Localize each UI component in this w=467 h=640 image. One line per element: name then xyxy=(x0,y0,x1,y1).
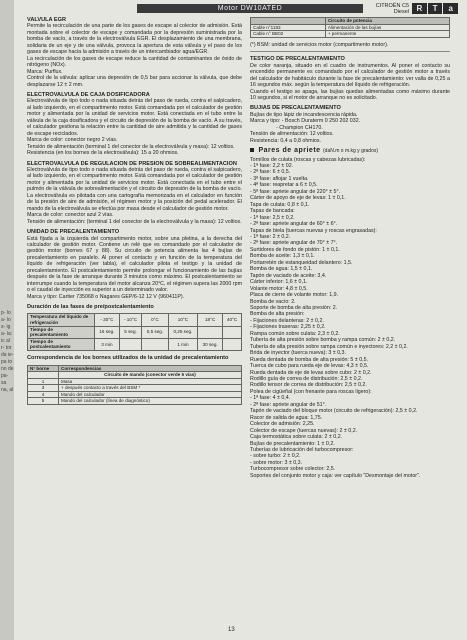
table-cell: - 10°C xyxy=(119,314,141,326)
table-cell: 3 min xyxy=(95,338,120,350)
torque-item: Caja termostática sobre culata: 2 ± 0,2. xyxy=(250,434,343,441)
right-column xyxy=(250,17,450,479)
torque-item: Rueda dentada de bomba de alta presión: 5 ± 0,5. xyxy=(250,356,369,363)
table-header-row xyxy=(28,365,242,372)
torque-item: Placa de cierre de volante motor: 1,9. xyxy=(250,292,339,299)
paragraph: Está fijada a la izquierda del compartimento motor, sobre una pletina, a la derecha del calculador de gestión motor. Contiene un relé que es comandado por el calculador de gestión motor (bornes 67 y 88). Su circuito de potencia alimenta las 4 bujías de precalentamiento en paralelo. Al poner el contacto y en función de la temperatura del líquido de refrigeración (ver tabla), el calculador pilota el testigo y la unidad de precalentamiento. El postcalentamiento permite prolongar el funcionamiento de las bujías después de la fase de arranque durante 3 minutos como máximo. El postcalentamiento se interrumpe cuando la temperatura del motor alcanza 20°C, el régimen supera las 2000 rpm o el caudal de inyección es superior a un determinado valor. xyxy=(27,235,242,294)
table-header xyxy=(251,18,326,25)
torque-item: Colector de admisión: 2,25. xyxy=(250,421,315,428)
table-cell: 5 xyxy=(28,398,59,405)
torque-item: - Fijaciones traseras: 2,25 ± 0,2. xyxy=(250,324,326,331)
brand-fuel: Diesel xyxy=(393,9,409,15)
section-title-ev: ELECTROVALVULA DE CAJA DOSIFICADORA xyxy=(27,91,150,98)
table-cell xyxy=(223,326,242,338)
table-cell: 1 min xyxy=(168,338,198,350)
paragraph: - Champion CH170. xyxy=(276,124,323,131)
table-cell: 40°C xyxy=(223,314,242,326)
paragraph: Marca de color: conector negro 2 vías. xyxy=(27,137,118,144)
table-cell: Temperatura del líquido de refrigeración xyxy=(28,314,95,326)
paragraph: De color naranja, situado en el cuadro de instrumentos. Al poner el contacto su encendido permanente es comandado por el calculador de gestión motor a través del calculador de habitáculo durante la fase de precalentamiento: ver valla de 0,25 a 16 segundos máx. según la temperatura del líquido de refrigeración. xyxy=(250,62,450,89)
paragraph: Marca de color: conector azul 2 vías. xyxy=(27,212,114,219)
torque-item: Colector de escape (tuercas nuevas): 2 ± 0,2. xyxy=(250,427,358,434)
torque-item: - 2ª fase: 6 ± 0,5. xyxy=(250,169,291,176)
table-header: Circuito de potencia xyxy=(325,18,449,25)
table-cell: 0,25 seg. xyxy=(168,326,198,338)
brand-model: CITROËN C5 xyxy=(375,3,409,9)
table-header-row xyxy=(251,18,450,25)
section-title-bujias: BUJIAS DE PRECALENTAMIENTO xyxy=(250,105,341,112)
torque-item: Bomba de agua: 1,5 ± 0,1. xyxy=(250,266,313,273)
torque-item: Polea de cigüeñal (con frenante para roscas ligero): xyxy=(250,388,372,395)
page-header-title: Motor DW10ATED xyxy=(137,4,363,13)
torque-item: - 1ª fase: 4 ± 0,4. xyxy=(250,395,291,402)
torque-item: Bomba de vacío: 2. xyxy=(250,298,296,305)
table-row xyxy=(28,372,242,379)
footnote: (*) BSM: unidad de servicios motor (compartimento motor). xyxy=(250,41,389,48)
rta-logo xyxy=(412,3,458,14)
paragraph: Resistencia (en los bornes de la electroválvula): 15 a 20 ohmios. xyxy=(27,150,179,157)
connector-table xyxy=(27,365,242,406)
brand-label xyxy=(371,3,409,15)
table-cell xyxy=(28,372,59,379)
table-cell: 0,5 seg. xyxy=(142,326,168,338)
torque-item: Soportes del conjunto motor y caja: ver capítulo "Desmontaje del motor". xyxy=(250,472,421,479)
torque-list xyxy=(250,157,450,480)
table-row xyxy=(28,398,242,405)
section-title-evr: ELECTROVALVULA DE REGULACION DE PRESION DE SOBREALIMENTACION xyxy=(27,160,237,167)
paragraph: Permite la recirculación de una parte de los gases de escape al colector de admisión. Está montada sobre el colector de escape y comandada por la depresión suministrada por la bomba de vacío, a través de la electroválvula EGR. El desplazamiento de una membrana, solidaria de un eje y de una válvula, provoca la apertura de esta válvula y el paso de los gases de escape hacia la admisión a través de un intercambiador agua/EGR. xyxy=(27,23,242,56)
table-cell: - 30°C xyxy=(95,314,120,326)
torque-item: - 5ª fase: apriete angular de 220° ± 5°. xyxy=(250,188,341,195)
torque-item: - sobre motor: 3 ± 0,3. xyxy=(250,459,303,466)
power-circuit-table xyxy=(250,17,450,38)
torque-item: Tuberías de lubricación del turbocompresor: xyxy=(250,446,354,453)
table-cell: 10°C xyxy=(168,314,198,326)
paragraph: Tensión de alimentación: (terminal 1 del conector de la electroválvula y la masa): 12 voltios. xyxy=(27,218,242,225)
table-row xyxy=(28,378,242,385)
torque-item: Tapa de culata: 0,8 ± 0,1. xyxy=(250,201,310,208)
paragraph: Marca: Purflux. xyxy=(27,68,63,75)
torque-item: - 4ª fase: reapretar a 6 ± 0,5. xyxy=(250,182,318,189)
left-margin-strip xyxy=(0,0,14,640)
torque-item: Racor de salida de agua: 1,75. xyxy=(250,414,323,421)
section-title-duration: Duración de las fases de pre/postcalentamiento xyxy=(27,304,154,311)
table-cell: 30 seg. xyxy=(198,338,223,350)
paragraph: Tensión de alimentación (terminal 1 del conector de la electroválvula y masa): 12 voltios. xyxy=(27,143,235,150)
temperature-table xyxy=(27,313,242,351)
torque-item: Tapón de vaciado del bloque motor (circuito de refrigeración): 2,5 ± 0,2. xyxy=(250,408,418,415)
table-cell: + permanente xyxy=(325,31,449,38)
torque-item: Soporte de bomba de alta presión: 2. xyxy=(250,305,338,311)
table-cell xyxy=(223,338,242,350)
torque-item: - 3ª fase: aflojar 1 vuelta. xyxy=(250,175,309,182)
table-cell: Mando del calculador (línea de diagnóstico) xyxy=(59,398,242,405)
paragraph: Control de la válvula: aplicar una depresión de 0,5 bar para accionar la válvula, que debe desplazarse 12 ± 2 mm. xyxy=(27,75,242,88)
paragraph: La recirculación de los gases de escape reduce la cantidad de contaminantes de óxido de nitrógeno (NOx). xyxy=(27,55,242,69)
table-cell: + después contacto a través del BSM * xyxy=(59,385,242,392)
torque-item: Cárter de apoyo de eje de levas: 1 ± 0,1. xyxy=(250,195,346,202)
torque-item: - 1ª fase: 2,2 ± 02. xyxy=(250,163,294,170)
table-cell: 5 seg. xyxy=(119,326,141,338)
table-cell: Cable n° BB02 xyxy=(251,31,326,38)
torque-item: Tapas de bancada: xyxy=(250,208,295,215)
torque-item: - 2ª fase: apriete angular de 60° ± 6°. xyxy=(250,221,338,228)
left-column xyxy=(27,17,242,405)
paragraph: Electroválvula de tipo todo o nada situada detrás del paso de rueda, contra el salpicadero, al lado izquierdo, en el compartimento motor. Está comandada por el calculador de gestión motor y alimentada por la unidad de servicios motor. Está conectada en el tubo entre la válvula de la caja dosificadora y el circuito de depresión de la bomba de vacío. A su través, el calculador gestiona la relación entre la cantidad de aire admitida y la cantidad de gases de escape reciclados. xyxy=(27,98,242,137)
table-cell: 4 xyxy=(28,391,59,398)
table-cell: 3 xyxy=(28,385,59,392)
paragraph: Tensión de alimentación: 12 voltios. xyxy=(250,131,334,138)
logo-letter-r: R xyxy=(412,3,427,14)
table-row xyxy=(28,314,242,326)
torque-item: Rodillo guía de correa de distribución: 2,5 ± 0,2. xyxy=(250,375,363,382)
torque-item: Tornillos de culata (roscas y cabezas lubricadas): xyxy=(250,156,366,163)
table-header: Correspondencias xyxy=(59,365,242,372)
table-cell: Masa xyxy=(59,378,242,385)
paragraph: Marca y tipo: - Bosch Duraterm 0 250 202 032. xyxy=(250,118,361,125)
torque-item: - Fijaciones delanteras: 2 ± 0,2. xyxy=(250,317,324,324)
table-cell: 16 seg. xyxy=(95,326,120,338)
torque-item: Surtidores de fondo de pistón: 1 ± 0,1. xyxy=(250,246,340,253)
square-bullet-icon xyxy=(250,148,254,152)
torque-item: Rodillo tensor de correa de distribución: 2,5 ± 0,2. xyxy=(250,382,367,389)
apriete-title-text: Pares de apriete xyxy=(258,147,321,155)
paragraph: Resistencia: 0,4 a 0,8 ohmios. xyxy=(250,137,321,144)
torque-item: Rampa común sobre culata: 2,3 ± 0,2. xyxy=(250,330,340,337)
table-cell: Tiempo de postcalentamiento xyxy=(28,338,95,350)
table-cell: 0°C xyxy=(142,314,168,326)
page-number: 13 xyxy=(228,627,235,633)
table-cell: Mando del calculador xyxy=(59,391,242,398)
section-title-correspondence: Correspondencia de los bornes utilizados de la unidad de precalentamiento xyxy=(27,355,229,362)
table-cell: Tiempo de precalentamiento xyxy=(28,326,95,338)
table-cell xyxy=(198,326,223,338)
torque-item: - 1ª fase: 2,5 ± 0,2. xyxy=(250,214,295,221)
torque-item: Tubería de alta presión sobre bomba y rampa común: 2 ± 0,2. xyxy=(250,337,396,344)
table-row xyxy=(28,338,242,350)
table-cell xyxy=(119,338,141,350)
table-row xyxy=(28,391,242,398)
paragraph: Electroválvula de tipo todo o nada situada detrás del paso de rueda, contra el salpicadero, al lado izquierdo, en el compartimento motor. Está comandada por el calculador de gestión motor y alimentada por la unidad de servicios motor. Está conectada en el tubo entre el pulmón de la válvula de sobrealimentación y el circuito de depresión de la bomba de vacío. La electroválvula es pilotada con una cartografía memorizada en el calculador en función de la presión de aire de admisión, el régimen motor y la posición del pedal acelerador. El mando de la electroválvula se efectúa por masa desde el calculador de gestión motor. xyxy=(27,166,242,212)
margin-text: p- lo a- lo s- ig a- la: ic al r- tor da ie- pa to no de pa- sa na, al xyxy=(1,310,14,393)
table-cell xyxy=(142,338,168,350)
section-title-testigo: TESTIGO DE PRECALENTAMIENTO xyxy=(250,56,345,63)
table-row xyxy=(251,24,450,31)
torque-item: Volante motor: 4,8 ± 0,5. xyxy=(250,285,308,292)
torque-item: Bomba de aceite: 1,3 ± 0,1. xyxy=(250,253,315,260)
section-title-apriete xyxy=(250,148,450,154)
torque-item: Bujías de precalentamiento: 1 ± 0,2. xyxy=(250,440,335,447)
torque-item: Tapón de vaciado de aceite: 3,4. xyxy=(250,272,327,279)
table-row xyxy=(251,31,450,38)
torque-item: Tuerca de cubo para rueda eje de levas: 4,3 ± 0,5. xyxy=(250,363,369,370)
torque-item: Bomba de alta presión: xyxy=(250,311,305,318)
section-title-egr: VALVULA EGR xyxy=(27,17,67,23)
table-cell: Cable n°1183 xyxy=(251,24,326,31)
divider xyxy=(250,51,450,52)
torque-item: Brida de inyector (tuerca nueva): 3 ± 0,3. xyxy=(250,350,346,357)
paragraph: Bujías de tipo lápiz de incandescencia rápida. xyxy=(250,111,358,118)
torque-item: Tapas de biela (tuercas nuevas y roscas engrasadas): xyxy=(250,227,377,234)
paragraph: Marca y tipo: Cartier 735068 o Nagares GEP/6-12 12 V (960411P). xyxy=(27,293,185,300)
table-cell: 18°C xyxy=(198,314,223,326)
torque-item: Turbocompresor sobre colector: 2,5. xyxy=(250,466,336,473)
table-header: N° borne xyxy=(28,365,59,372)
torque-item: Cárter inferior: 1,6 ± 0,1. xyxy=(250,279,308,286)
table-row xyxy=(28,385,242,392)
table-row xyxy=(28,326,242,338)
table-cell: 1 xyxy=(28,378,59,385)
apriete-subtitle: (daN.m o m.kg y grados) xyxy=(323,148,379,155)
torque-item: Portarretén de estanqueidad delantero: 1,5. xyxy=(250,259,353,266)
torque-item: Rueda dentada de eje de levas sobre cubo: 2 ± 0,2. xyxy=(250,369,372,376)
logo-letter-t: T xyxy=(428,3,443,14)
section-title-precalentamiento: UNIDAD DE PRECALENTAMIENTO xyxy=(27,229,120,236)
torque-item: Tubería de alta presión sobre rampa común e inyectores: 2,2 ± 0,2. xyxy=(250,343,408,350)
table-subheader: Circuito de mando (conector verde 5 vías) xyxy=(59,372,242,379)
logo-letter-a: a xyxy=(443,3,458,14)
torque-item: - sobre turbo: 2 ± 0,2. xyxy=(250,453,301,460)
paragraph: Cuando el testigo se apaga, las bujías quedan alimentadas como máximo durante 10 segundos, si el motor de arranque no es solicitado. xyxy=(250,88,450,101)
torque-item: - 2ª fase: apriete angular de 70° ± 7°. xyxy=(250,240,338,247)
torque-item: - 1ª fase: 2 ± 0,2. xyxy=(250,234,291,241)
table-cell: Alimentación de las bujías xyxy=(325,24,449,31)
torque-item: - 2ª fase: apriete angular de 51°. xyxy=(250,401,327,408)
